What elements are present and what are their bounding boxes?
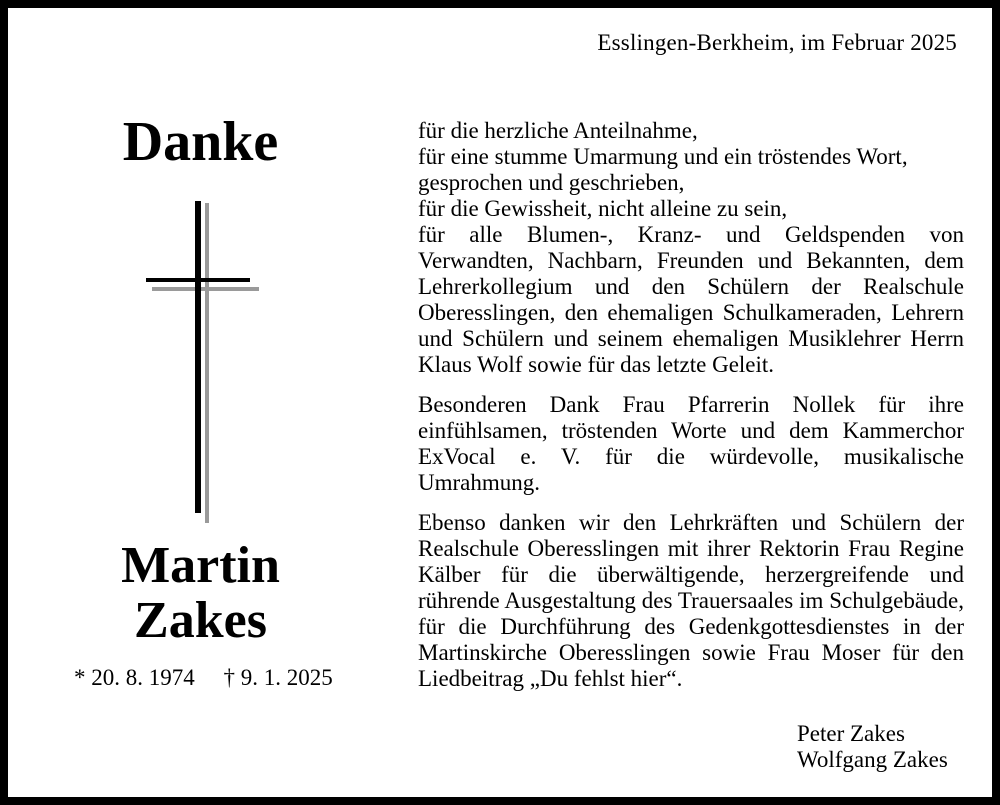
signature-name: Wolfgang Zakes [797,747,948,772]
life-dates: * 20. 8. 1974 † 9. 1. 2025 [74,665,333,690]
intro-line: gesprochen und geschrieben, [418,170,685,195]
paragraph-2: Besonderen Dank Frau Pfarrerin Nollek für ihre einfühlsamen, tröstenden Worte und dem Kammerchor ExVocal e. V. für die würdevolle, musikalische Umrahmung. [418,392,964,495]
place-date: Esslingen-Berkheim, im Februar 2025 [597,30,957,55]
intro-line: für die herzliche Anteilnahme, [418,118,698,143]
cross-horizontal [146,278,250,282]
paragraph-1 [418,118,964,378]
paragraph-1-text: für alle Blumen-, Kranz- und Geldspenden von Verwandten, Nachbarn, Freunden und Bekannten, dem Lehrerkollegium und den Schülern der Realschule Oberesslingen, den ehemaligen Schulkameraden, Lehrern und Schülern und seinem ehemaligen Musiklehrer Herrn Klaus Wolf sowie für das letzte Geleit. [418,222,964,377]
intro-line: für eine stumme Umarmung und ein tröstendes Wort, [418,144,908,169]
danke-heading: Danke [122,111,279,173]
deceased-name [8,538,393,648]
cross-shadow-vertical [205,203,209,523]
signature-name: Peter Zakes [797,721,905,746]
cross-shadow-horizontal [152,287,259,291]
cross-vertical [195,201,201,513]
first-name: Martin [121,537,280,594]
paragraph-3: Ebenso danken wir den Lehrkräften und Schülern der Realschule Oberesslingen mit ihrer Rektorin Frau Regine Kälber für die überwältigende, herzergreifende und rührende Ausgestaltung des Trauersaales im Schulgebäude, für die Durchführung des Gedenkgottesdienstes in der Martinskirche Oberesslingen sowie Frau Moser für den Liedbeitrag „Du fehlst hier“. [418,510,964,691]
intro-line: für die Gewissheit, nicht alleine zu sein, [418,196,788,221]
signatures [797,721,948,773]
thanks-text [418,118,964,706]
last-name: Zakes [134,592,267,649]
obituary-card [8,8,992,797]
